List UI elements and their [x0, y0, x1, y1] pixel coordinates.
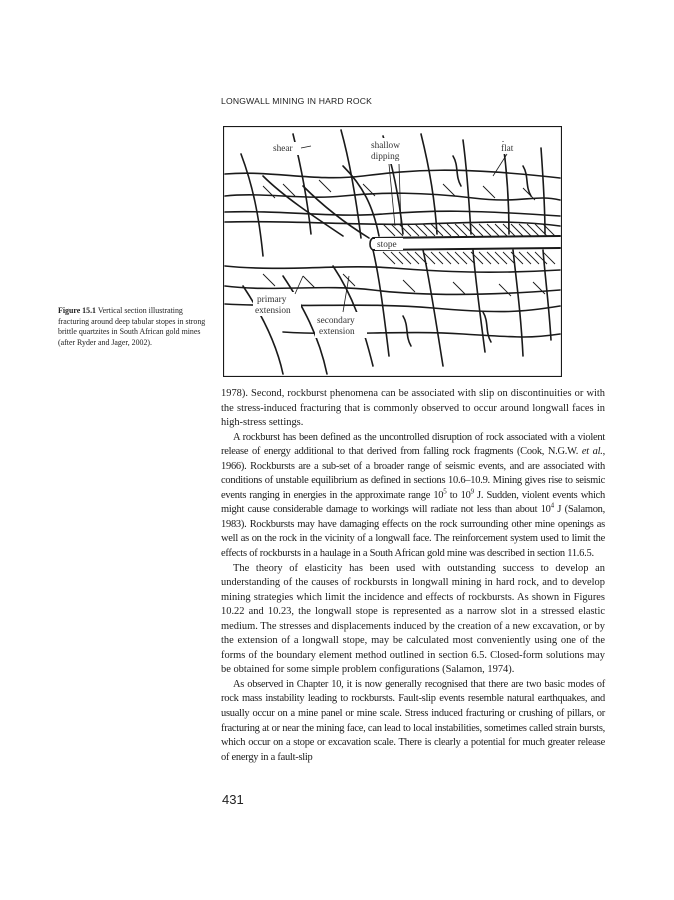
- paragraph-2-part-b: , 1966). Rockbursts are a sub-set of a broader range of seismic events, and are associated with conditions of unstable equilibrium as defined in sections 10.6–10.9. Mining gives rise to seismic events ranging in energies in the approximate range 10: [221, 446, 605, 501]
- running-head: LONGWALL MINING IN HARD ROCK: [221, 96, 373, 106]
- page-number: 431: [222, 792, 244, 807]
- label-primary: primary: [257, 295, 287, 305]
- paragraph-3: The theory of elasticity has been used with outstanding success to develop an understanding of the causes of rockbursts in longwall mining in hard rock, and to develop mining strategies which limit the incidence and effects of rockbursts. As shown in Figures 10.22 and 10.23, the longwall stope is represented as a narrow slot in a stressed elastic medium. The stresses and displacements induced by the creation of a new excavation, or by the extension of a longwall stope, may be calculated most conveniently using one of the forms of the boundary element method outlined in section 6.5. Closed-form solutions may be obtained for some simple problem configurations (Salamon, 1974).: [221, 562, 605, 676]
- paragraph-2: [221, 431, 605, 562]
- exponent-4: 4: [550, 501, 554, 510]
- paragraph-2-et-al: et al.: [581, 446, 603, 458]
- paragraph-2-part-c: to 10: [446, 489, 471, 501]
- paragraph-2-part-a: A rockburst has been defined as the uncontrolled disruption of rock associated with a violent release of energy additional to that derived from falling rock fragments (Cook, N.G.W.: [221, 431, 605, 458]
- label-secondary: secondary: [317, 316, 355, 326]
- caption-text: Vertical section illustrating fracturing around deep tabular stopes in strong brittle quartzites in South African gold mines (after Ryder and Jager, 2002).: [58, 306, 206, 347]
- fracture-diagram: [223, 126, 562, 377]
- label-extension-secondary: extension: [319, 327, 355, 337]
- caption-label: Figure 15.1: [58, 306, 96, 315]
- label-flat: flat: [501, 144, 514, 154]
- label-shallow: shallow: [371, 141, 400, 151]
- label-shear: shear: [273, 144, 293, 154]
- label-stope: stope: [377, 240, 397, 250]
- exponent-5: 5: [443, 487, 447, 496]
- label-dipping: dipping: [371, 152, 400, 162]
- exponent-9: 9: [470, 487, 474, 496]
- paragraph-2-part-d: J. Sudden, violent events which might cause considerable damage to workings will radiate not less than about 10: [221, 489, 605, 516]
- body-text: [221, 387, 605, 765]
- paragraph-4: As observed in Chapter 10, it is now generally recognised that there are two basic modes of rock mass instability leading to rockbursts. Fault-slip events resemble natural earthquakes, and usually occur on a mine panel or mine scale. Stress induced fracturing or crushing of pillars, or fracturing at or near the mining face, can lead to local instabilities, sometimes called strain bursts, which occur on a stope or excavation scale. There is clearly a potential for much greater release of energy in a fault-slip: [221, 678, 605, 763]
- paragraph-1: 1978). Second, rockburst phenomena can be associated with slip on discontinuities or with the stress-induced fracturing that is commonly observed to occur around longwall faces in high-stress settings.: [221, 388, 605, 429]
- figure-caption: [58, 306, 213, 348]
- label-extension: extension: [255, 306, 291, 316]
- paragraph-2-part-e: J (Salamon, 1983). Rockbursts may have damaging effects on the rock surrounding other mine openings as well as on the rock in the vicinity of a longwall face. The reinforcement system used to limit the effects of rockbursts in a haulage in a South African gold mine was described in section 11.6.5.: [221, 504, 605, 560]
- figure-15-1: [223, 126, 562, 377]
